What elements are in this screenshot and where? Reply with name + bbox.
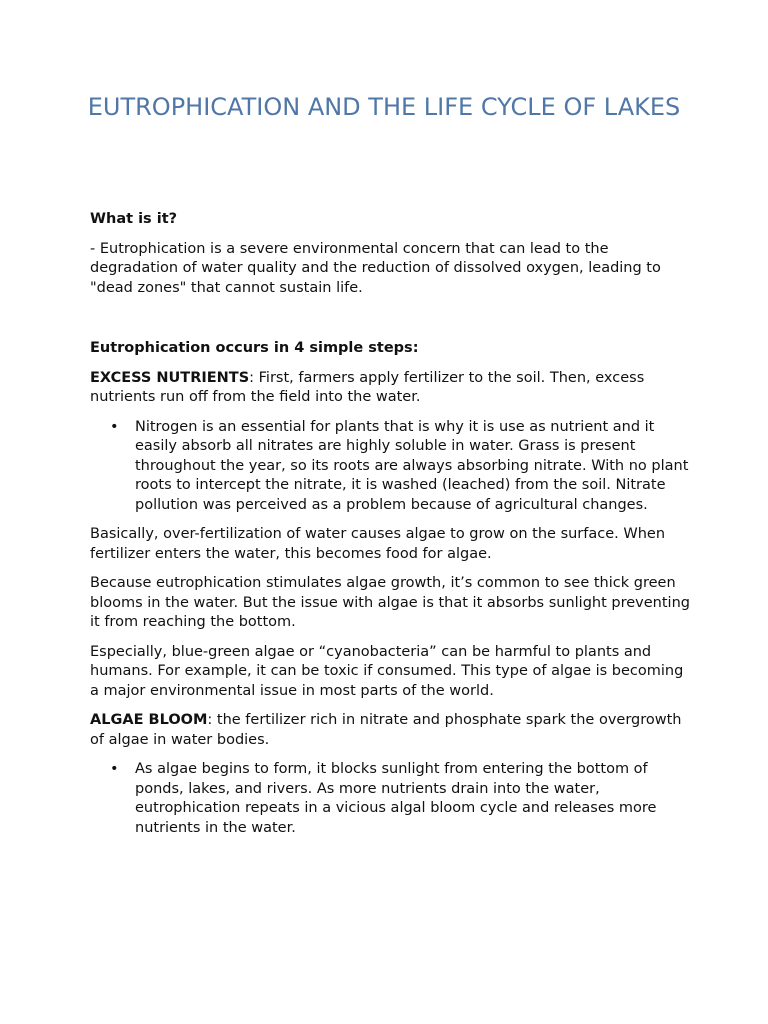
bullet-icon: • xyxy=(110,761,119,777)
bullet-list-excess xyxy=(90,418,690,516)
excess-nutrients-text: : First, farmers apply fertilizer to the soil. Then, excess nutrients run off from the field into the water. xyxy=(90,369,645,405)
bullet-text-sunlight: As algae begins to form, it blocks sunlight from entering the bottom of ponds, lakes, and rivers. As more nutrients drain into the water, eutrophication repeats in a vicious algal bloom cycle and releases more nutrients in the water. xyxy=(135,761,657,836)
algae-bloom-text: : the fertilizer rich in nitrate and phosphate spark the overgrowth of algae in water bodies. xyxy=(90,712,682,748)
section-heading-what: What is it? xyxy=(90,211,178,227)
paragraph-algae-bloom xyxy=(90,711,690,750)
paragraph-algae-growth: Because eutrophication stimulates algae growth, it’s common to see thick green blooms in the water. But the issue with algae is that it absorbs sunlight preventing it from reaching the bottom. xyxy=(90,575,690,630)
list-item xyxy=(90,760,690,838)
paragraph-overfertilization: Basically, over-fertilization of water causes algae to grow on the surface. When fertilizer enters the water, this becomes food for algae. xyxy=(90,526,666,562)
paragraph-definition: - Eutrophication is a severe environmental concern that can lead to the degradation of water quality and the reduction of dissolved oxygen, leading to "dead zones" that cannot sustain life. xyxy=(90,240,661,296)
page-title: EUTROPHICATION AND THE LIFE CYCLE OF LAKES xyxy=(87,93,681,121)
term-algae-bloom: ALGAE BLOOM xyxy=(90,712,208,728)
list-item xyxy=(90,418,690,516)
paragraph-cyanobacteria: Especially, blue-green algae or “cyanobacteria” can be harmful to plants and humans. For example, it can be toxic if consumed. This type of algae is becoming a major environmental issue in most parts of the world. xyxy=(90,643,684,699)
bullet-list-bloom xyxy=(90,760,690,838)
bullet-icon: • xyxy=(110,418,119,435)
bullet-text-nitrogen: Nitrogen is an essential for plants that is why it is use as nutrient and it easily absorb all nitrates are highly soluble in water. Grass is present throughout the year, so its roots are always absorbing nitrate. With no plant roots to intercept the nitrate, it is washed (leached) from the soil. Nitrate pollution was perceived as a problem because of agricultural changes. xyxy=(135,418,689,513)
document-body xyxy=(90,210,690,838)
term-excess-nutrients: EXCESS NUTRIENTS xyxy=(90,369,250,386)
section-heading-steps: Eutrophication occurs in 4 simple steps: xyxy=(90,340,419,356)
paragraph-excess-nutrients xyxy=(90,369,690,408)
